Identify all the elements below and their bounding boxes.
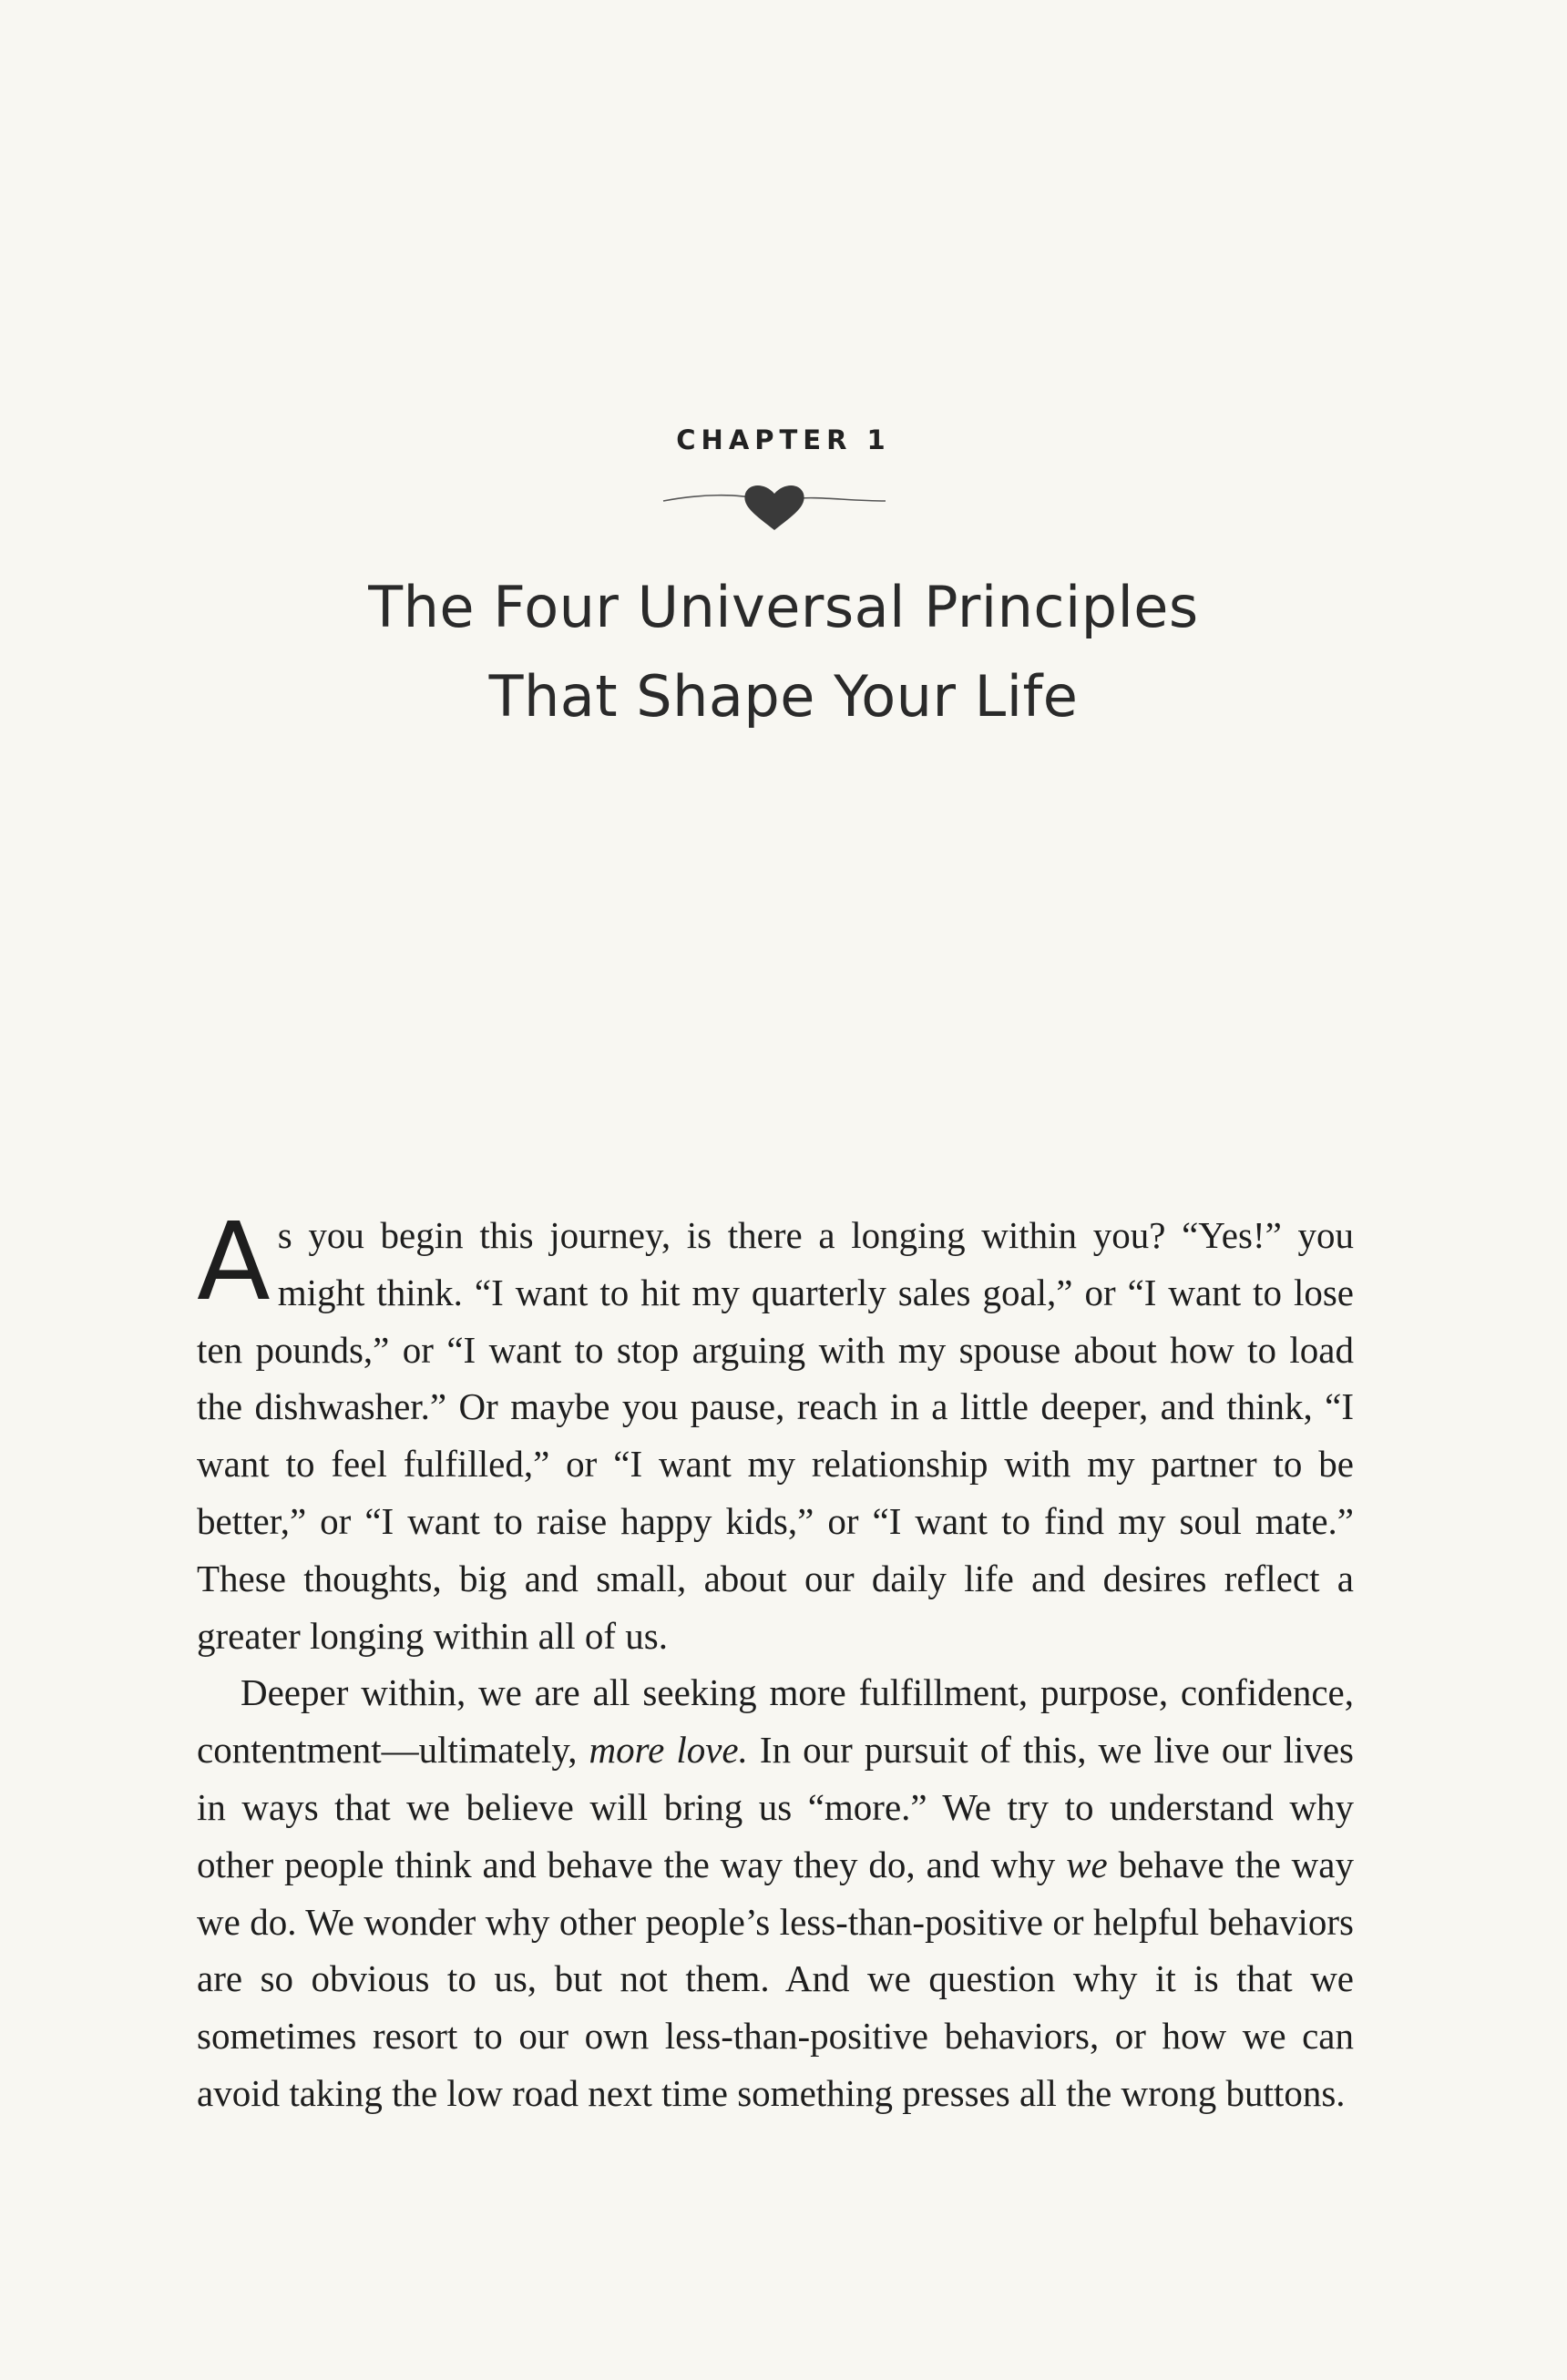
paragraph-2-text-a: Deeper within, we are all seeking more fulfillment, purpose, confidence, contentment—ultimately, [197,1671,1354,1772]
chapter-label: CHAPTER 1 [676,424,891,455]
paragraph-2-emphasis-we: we [1066,1843,1108,1885]
drop-cap: A [197,1199,271,1324]
heart-divider-icon [647,474,902,546]
chapter-title-line-2: That Shape Your Life [488,663,1079,730]
divider-right-line [791,498,886,501]
paragraph-1-text: s you begin this journey, is there a longing within you? “Yes!” you might think. “I want to hit my quarterly sales goal,” or “I want to lose ten pounds,” or “I want to stop arguing with my spouse about how to load the dishwasher.” Or maybe you pause, reach in a little deeper, and think, “I want to feel fulfilled,” or “I want my relationship with my partner to be better,” or “I want to raise happy kids,” or “I want to find my soul mate.” These thoughts, big and small, about our daily life and desires reflect a greater longing within all of us. [197,1214,1354,1657]
paragraph-2 [197,1664,1354,2121]
paragraph-2-text-e: behave the way we do. We wonder why other people’s less-than-positive or helpful behaviors are so obvious to us, but not them. And we question why it is that we sometimes resort to our own less-than-positive behaviors, or how we can avoid taking the low road next time something presses all the wrong buttons. [197,1843,1354,2114]
paragraph-2-text-c: In our pursuit of this, we live our lives in ways that we believe will bring us “more.” We try to understand why other people think and behave the way they do, and why [197,1729,1354,1885]
paragraph-2-emphasis-more-love: more love. [589,1729,748,1772]
paragraph-1 [197,1199,1354,1664]
chapter-title-line-1: The Four Universal Principles [368,574,1199,640]
body-text [197,1199,1354,2122]
divider-left-line [663,495,758,501]
heart-shape [744,485,804,530]
chapter-title [0,563,1567,741]
